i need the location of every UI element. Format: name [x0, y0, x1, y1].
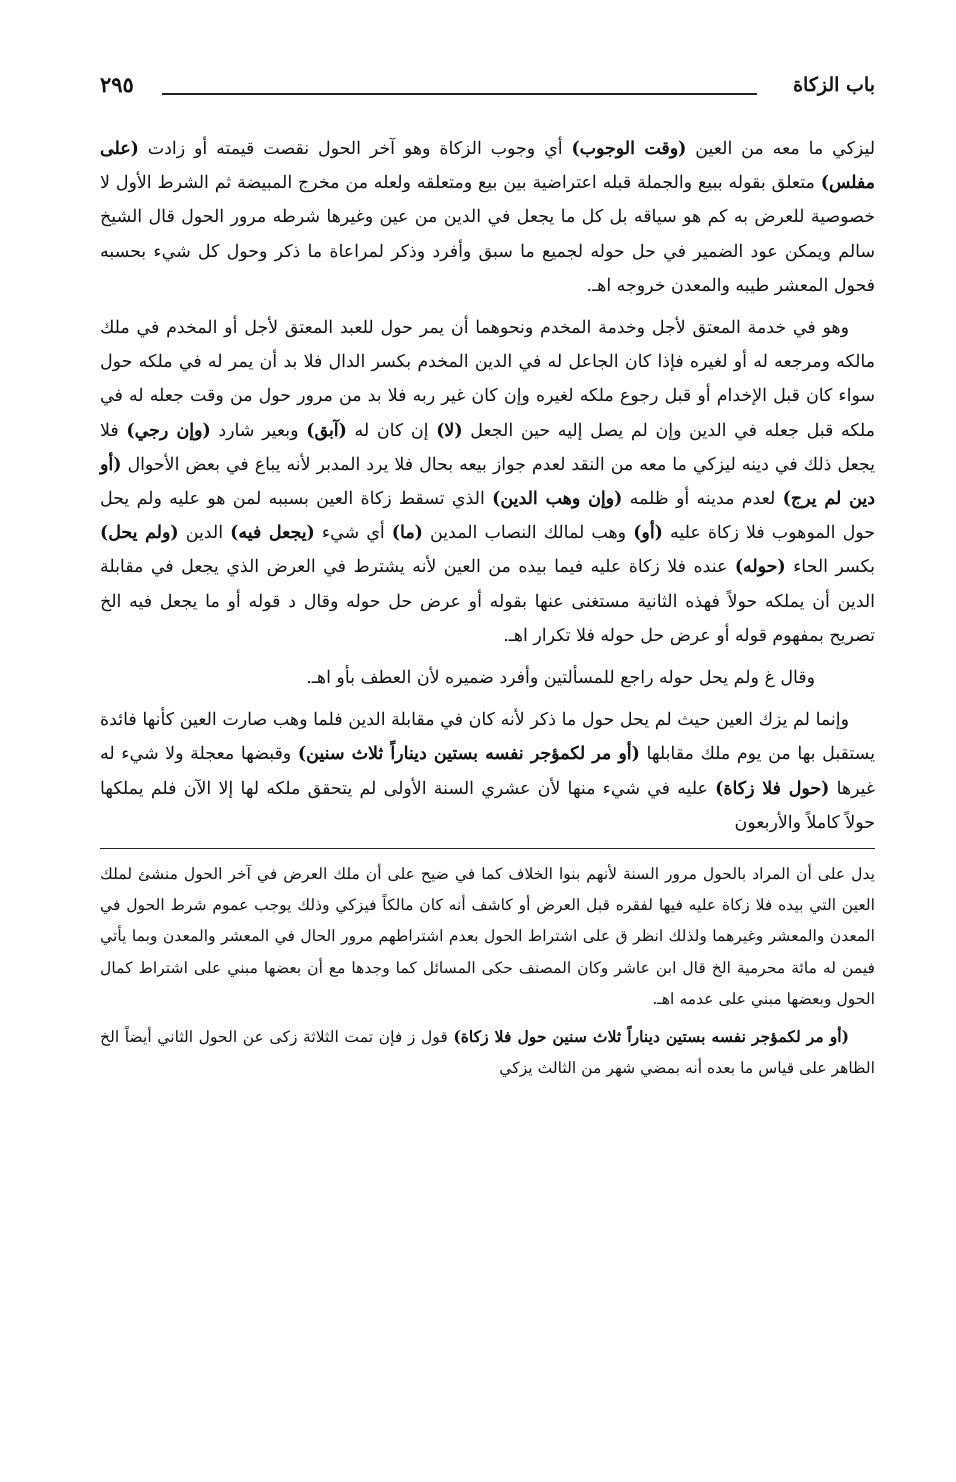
- text-run: فلا يجعل ذلك في دينه ليزكي ما معه من النقد لعدم جواز بيعه بحال فلا يرد المدبر لأنه يباع في بعض الأحوال: [100, 420, 875, 475]
- footnote-1: يدل على أن المراد بالحول مرور السنة لأنهم بنوا الخلاف كما في ضيح على أن ملك العرض في آخر الحول منشئ لملك العين التي بيده فلا زكاة عليه فيها لفقره قبل العرض أو كاشف أنه كان مالكاً فيزكي وذلك يوجب عموم شرط الحول في المعدن والمعشر وغيرهما ولذلك انظر ق على اشتراط الحول بعدم اشتراطهم مرور الحال في المعشر والمعدن وبما يأتي فيمن له مائة محرمية الخ قال ابن عاشر وكان المصنف حكى المسائل كما وجدها مع أن بعضها مبني على اشتراط كمال الحول وبعضها مبني على عدمه اهـ.: [100, 865, 875, 1008]
- bold-term: (أو مر لكمؤجر نفسه بستين ديناراً ثلاث سنين حول فلا زكاة): [453, 1027, 849, 1047]
- bold-term: (أو): [633, 523, 663, 544]
- text-run: وإنما لم يزك العين حيث لم يحل حول ما ذكر لأنه كان في مقابلة الدين فلما وهب صارت العين كأنها فائدة يستقبل بها من يوم ملك مقابلها: [100, 710, 875, 765]
- paragraph-1: [100, 132, 875, 303]
- bold-term: (أو دين لم يرج): [100, 454, 875, 510]
- text-run: إن كان له: [346, 420, 437, 441]
- bold-term: (ما): [391, 523, 423, 544]
- bold-term: (ولم يحل): [100, 523, 179, 544]
- bold-term: (لا): [436, 420, 463, 441]
- text-run: عليه في شيء منها لأن عشري السنة الأولى لم يتحقق ملكه لها إلا الآن فلم يملكها حولاً كاملاً والأربعون: [100, 778, 875, 833]
- footnote-2: [100, 1021, 875, 1084]
- paragraph-2: [100, 311, 875, 653]
- text-run: ليزكي ما معه من العين: [686, 139, 876, 159]
- page-header: [100, 70, 875, 104]
- text-run: متعلق بقوله ببيع والجملة قبله اعتراضية بين بيع ومتعلقه ولعله من مخرج المبيضة ثم الشرط الأول لا خصوصية للعرض به كم هو سياقه بل كل ما يجعل في الدين من عين وغيرها شرطه مرور الحول قال الشيخ سالم ويمكن عود الضمير في حل حوله لجميع ما سبق وأفرد وذكر لمراعاة ما ذكر وحول كل شيء بحسبه فحول المعشر طيبه والمعدن خروجه اهـ.: [100, 173, 875, 296]
- paragraph-4: [100, 703, 875, 840]
- bold-term: (وإن وهب الدين): [492, 489, 623, 510]
- text-run: وهب لمالك النصاب المدين: [422, 523, 634, 544]
- bold-term: (حوله): [734, 557, 786, 578]
- text-run: وهو في خدمة المعتق لأجل وخدمة المخدم ونحوهما أن يمر حول للعبد المعتق لأجل أو المخدم في ملك مالكه ومرجعه له أو لغيره فإذا كان الجاعل له في الدين المخدم بكسر الدال فلا بد أن يمر له في ملكه حول سواء كان قبل الإخدام أو قبل رجوع ملكه لغيره وإن كان غير ربه فلا بد من مرور حول من وقت جعله له في ملكه قبل جعله في الدين وإن لم يصل إليه حين الجعل: [100, 318, 875, 441]
- bold-term: (حول فلا زكاة): [715, 778, 830, 799]
- text-run: لعدم مدينه أو ظلمه: [622, 489, 783, 510]
- text-run: قول ز فإن تمت الثلاثة زكى عن الحول الثاني أيضاً الخ الظاهر على قياس ما بعده أنه بمضي شهر من الثالث يزكي: [100, 1028, 875, 1078]
- bold-term: (وإن رجي): [126, 420, 211, 441]
- document-page: [100, 70, 875, 1090]
- paragraph-3: وقال غ ولم يحل حوله راجع للمسألتين وأفرد ضميره لأن العطف بأو اهـ.: [306, 668, 815, 689]
- running-title: باب الزكاة: [793, 74, 875, 96]
- main-text: [100, 132, 875, 840]
- footnote-separator: [100, 848, 875, 849]
- text-run: الذي تسقط زكاة العين بسببه لمن هو عليه ولم يحل حول الموهوب فلا زكاة عليه: [100, 489, 875, 544]
- bold-term: (أو مر لكمؤجر نفسه بستين ديناراً ثلاث سنين): [297, 744, 640, 765]
- text-run: أي شيء: [314, 523, 392, 544]
- bold-term: (وقت الوجوب): [571, 139, 687, 159]
- page-number: ٢٩٥: [100, 72, 134, 97]
- text-run: الدين: [178, 523, 231, 544]
- bold-term: (على مفلس): [100, 139, 875, 194]
- footnotes: [100, 859, 875, 1084]
- bold-term: (آبق): [306, 420, 347, 441]
- bold-term: (يجعل فيه): [230, 523, 315, 544]
- text-run: وقبضها معجلة ولا شيء له غيرها: [100, 744, 876, 799]
- text-run: بكسر الحاء: [785, 557, 875, 578]
- header-rule: [162, 93, 757, 95]
- text-run: عنده فلا زكاة عليه فيما بيده من العين لأنه يشترط في العرض الذي يجعل في مقابلة الدين أن يملكه حولاً فهذه الثانية مستغنى عنها بقوله أو عرض حل حوله وقال د قوله أو ما يجعل فيه الخ تصريح بمفهوم قوله أو عرض حل حوله فلا تكرار اهـ.: [100, 557, 875, 646]
- text-run: وبعير شارد: [210, 420, 307, 441]
- text-run: أي وجوب الزكاة وهو آخر الحول نقصت قيمته أو زادت: [138, 139, 572, 159]
